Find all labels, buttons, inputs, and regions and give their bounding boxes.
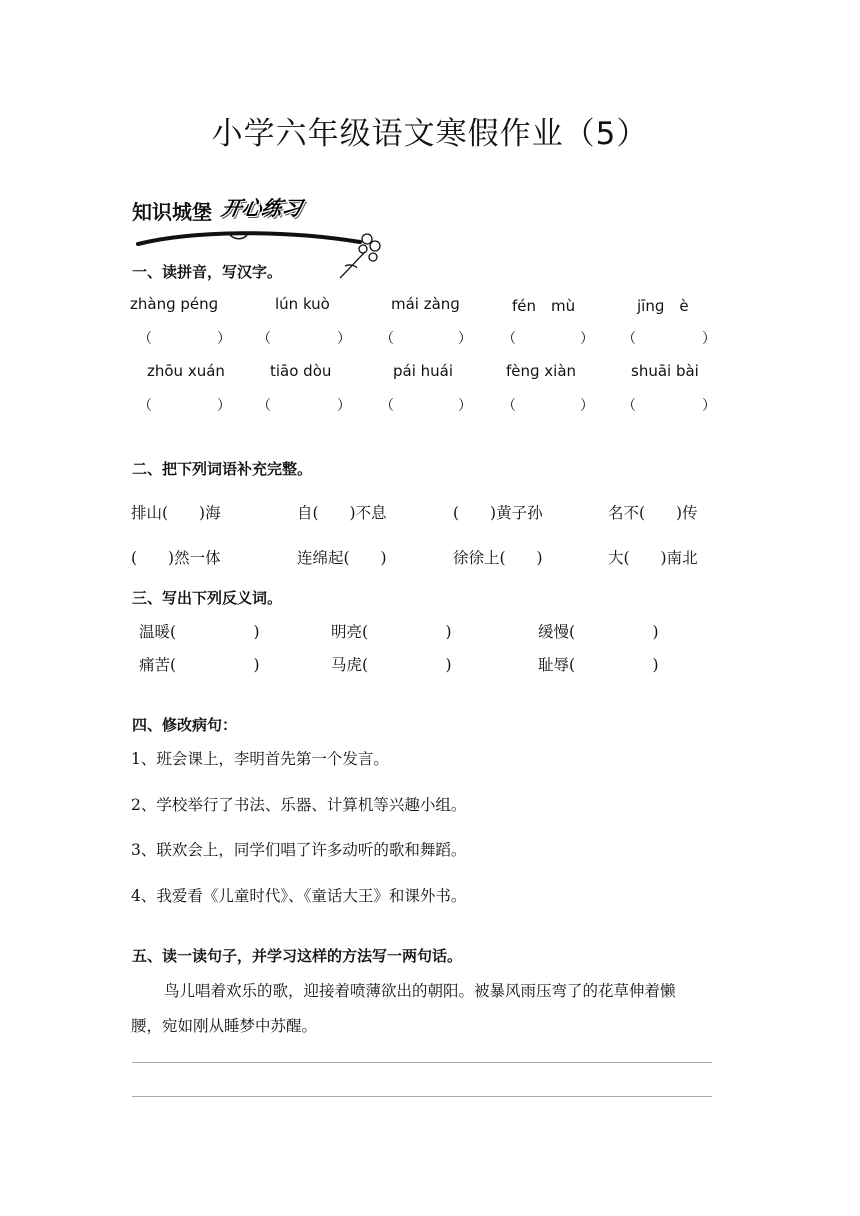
blank-open: （ xyxy=(502,331,516,347)
fill-word-item: 排山( )海 xyxy=(131,504,221,522)
passage-line: 鸟儿唱着欢乐的歌，迎接着喷薄欲出的朝阳。被暴风雨压弯了的花草伸着懒 xyxy=(164,982,676,1000)
pinyin-item: tiāo dòu xyxy=(270,362,332,380)
antonym-item: 马虎( ) xyxy=(331,656,452,674)
section2-heading: 二、把下列词语补充完整。 xyxy=(132,460,313,478)
sentence-item: 1、班会课上，李明首先第一个发言。 xyxy=(131,750,389,768)
blank-close: ） xyxy=(337,398,351,414)
blank-open: （ xyxy=(138,331,152,347)
sentence-item: 4、我爱看《儿童时代》、《童话大王》和课外书。 xyxy=(131,887,467,905)
answer-line xyxy=(132,1062,712,1063)
answer-line xyxy=(132,1096,712,1097)
blank-close: ） xyxy=(580,398,594,414)
antonym-item: 痛苦( ) xyxy=(139,656,260,674)
blank-open: （ xyxy=(380,331,394,347)
antonym-item: 温暖( ) xyxy=(139,623,260,641)
blank-open: （ xyxy=(257,398,271,414)
pinyin-item: fènɡ xiàn xyxy=(506,362,577,380)
pinyin-item: mái zànɡ xyxy=(391,295,460,313)
section3-heading: 三、写出下列反义词。 xyxy=(132,589,283,607)
pinyin-item: lún kuò xyxy=(275,295,330,313)
blank-open: （ xyxy=(622,331,636,347)
blank-open: （ xyxy=(502,398,516,414)
passage-line: 腰，宛如刚从睡梦中苏醒。 xyxy=(131,1017,318,1035)
pinyin-item: zhànɡ pénɡ xyxy=(130,295,219,313)
antonym-item: 缓慢( ) xyxy=(538,623,659,641)
sentence-item: 2、学校举行了书法、乐器、计算机等兴趣小组。 xyxy=(131,796,467,814)
fill-word-item: ( )黄子孙 xyxy=(453,504,543,522)
blank-open: （ xyxy=(257,331,271,347)
banner-art-text: 开心练习 xyxy=(219,196,304,220)
section1-heading: 一、读拼音，写汉字。 xyxy=(132,263,283,281)
blank-open: （ xyxy=(622,398,636,414)
blank-close: ） xyxy=(458,398,472,414)
blank-close: ） xyxy=(458,331,472,347)
blank-open: （ xyxy=(380,398,394,414)
banner-label: 知识城堡 xyxy=(132,200,212,224)
fill-word-item: ( )然一体 xyxy=(131,549,221,567)
blank-close: ） xyxy=(337,331,351,347)
pinyin-item: pái huái xyxy=(393,362,454,380)
antonym-item: 明亮( ) xyxy=(331,623,452,641)
fill-word-item: 大( )南北 xyxy=(608,549,698,567)
pinyin-item: fén mù xyxy=(512,297,576,315)
page-title: 小学六年级语文寒假作业（5） xyxy=(211,116,649,152)
fill-word-item: 徐徐上( ) xyxy=(453,549,543,567)
blank-close: ） xyxy=(217,398,231,414)
section5-heading: 五、读一读句子，并学习这样的方法写一两句话。 xyxy=(132,947,463,965)
fill-word-item: 名不( )传 xyxy=(608,504,698,522)
blank-close: ） xyxy=(217,331,231,347)
section4-heading: 四、修改病句： xyxy=(132,716,238,734)
blank-close: ） xyxy=(702,331,716,347)
blank-open: （ xyxy=(138,398,152,414)
sentence-item: 3、联欢会上，同学们唱了许多动听的歌和舞蹈。 xyxy=(131,841,467,859)
pinyin-item: jīnɡ è xyxy=(637,297,689,315)
fill-word-item: 连绵起( ) xyxy=(297,549,387,567)
blank-close: ） xyxy=(702,398,716,414)
pinyin-item: shuāi bài xyxy=(631,362,699,380)
fill-word-item: 自( )不息 xyxy=(297,504,387,522)
pinyin-item: zhōu xuán xyxy=(147,362,225,380)
antonym-item: 耻辱( ) xyxy=(538,656,659,674)
blank-close: ） xyxy=(580,331,594,347)
